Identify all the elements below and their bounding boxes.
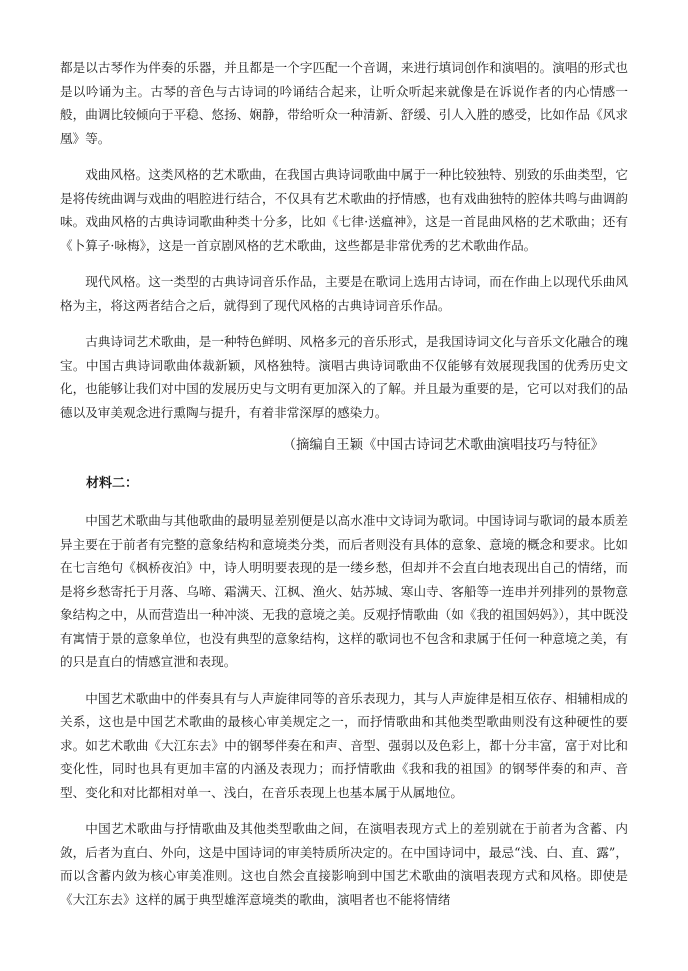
material-two-paragraph-performance: 中国艺术歌曲与抒情歌曲及其他类型歌曲之间，在演唱表现方式上的差别就在于前者为含蓄、内敛，后者为直白、外向，这是中国诗词的审美特质所决定的。在中国诗词中，最忌“浅、白、直、露”，而以含蓄内敛为核心审美准则。这也自然会直接影响到中国艺术歌曲的演唱表现方式和风格。即使是《大江东去》这样的属于典型雄浑意境类的歌曲，演唱者也不能将情绪: [60, 821, 628, 907]
material-two-heading: 材料二：: [86, 476, 139, 491]
material-two-paragraph-accompaniment: 中国艺术歌曲中的伴奏具有与人声旋律同等的音乐表现力，其与人声旋律是相互依存、相辅相成的关系，这也是中国艺术歌曲的最核心审美规定之一，而抒情歌曲和其他类型歌曲则没有这种硬性的要求。如艺术歌曲《大江东去》中的钢琴伴奏在和声、音型、强弱以及色彩上，都十分丰富，富于对比和变化性，同时也具有更加丰富的内涵及表现力；而抒情歌曲《我和我的祖国》的钢琴伴奏的和声、音型、变化和对比都相对单一、浅白，在音乐表现上也基本属于从属地位。: [60, 690, 628, 800]
paragraph-modern-style: 现代风格。这一类型的古典诗词音乐作品，主要是在歌词上选用古诗词，而在作曲上以现代乐曲风格为主，将这两者结合之后，就得到了现代风格的古典诗词音乐作品。: [60, 274, 628, 313]
paragraph-opera-style: 戏曲风格。这类风格的艺术歌曲，在我国古典诗词歌曲中属于一种比较独特、别致的乐曲类型，它是将传统曲调与戏曲的唱腔进行结合，不仅具有艺术歌曲的抒情感，也有戏曲独特的腔体共鸣与曲调韵味。戏曲风格的古典诗词歌曲种类十分多，比如《七律·送瘟神》，这是一首昆曲风格的艺术歌曲；还有《卜算子·咏梅》，这是一首京剧风格的艺术歌曲，这些都是非常优秀的艺术歌曲作品。: [60, 167, 628, 253]
source-citation: （摘编自王颖《中国古诗词艺术歌曲演唱技巧与特征》: [282, 438, 604, 453]
paragraph-summary: 古典诗词艺术歌曲，是一种特色鲜明、风格多元的音乐形式，是我国诗词文化与音乐文化融合的瑰宝。中国古典诗词歌曲体裁新颖，风格独特。演唱古典诗词歌曲不仅能够有效展现我国的优秀历史文化，也能够让我们对中国的发展历史与文明有更加深入的了解。并且最为重要的是，它可以对我们的品德以及审美观念进行熏陶与提升，有着非常深厚的感染力。: [60, 334, 628, 420]
material-two-paragraph-lyrics: 中国艺术歌曲与其他歌曲的最明显差别便是以高水准中文诗词为歌词。中国诗词与歌词的最本质差异主要在于前者有完整的意象结构和意境类分类，而后者则没有具体的意象、意境的概念和要求。比如在七言绝句《枫桥夜泊》中，诗人明明要表现的是一缕乡愁，但却并不会直白地表现出自己的情绪，而是将乡愁寄托于月落、乌啼、霜满天、江枫、渔火、姑苏城、寒山寺、客船等一连串并列排列的景物意象结构之中，从而营造出一种冲淡、无我的意境之美。反观抒情歌曲（如《我的祖国妈妈》），其中既没有寓情于景的意象单位，也没有典型的意象结构，这样的歌词也不包含和隶属于任何一种意境之美，有的只是直白的情感宣泄和表现。: [60, 513, 628, 669]
paragraph-continued: 都是以古琴作为伴奏的乐器，并且都是一个字匹配一个音调，来进行填词创作和演唱的。演唱的形式也是以吟诵为主。古琴的音色与古诗词的吟诵结合起来，让听众听起来就像是在诉说作者的内心情感一般，曲调比较倾向于平稳、悠扬、娴静，带给听众一种清新、舒缓、引人入胜的感受，比如作品《风求凰》等。: [60, 60, 628, 146]
